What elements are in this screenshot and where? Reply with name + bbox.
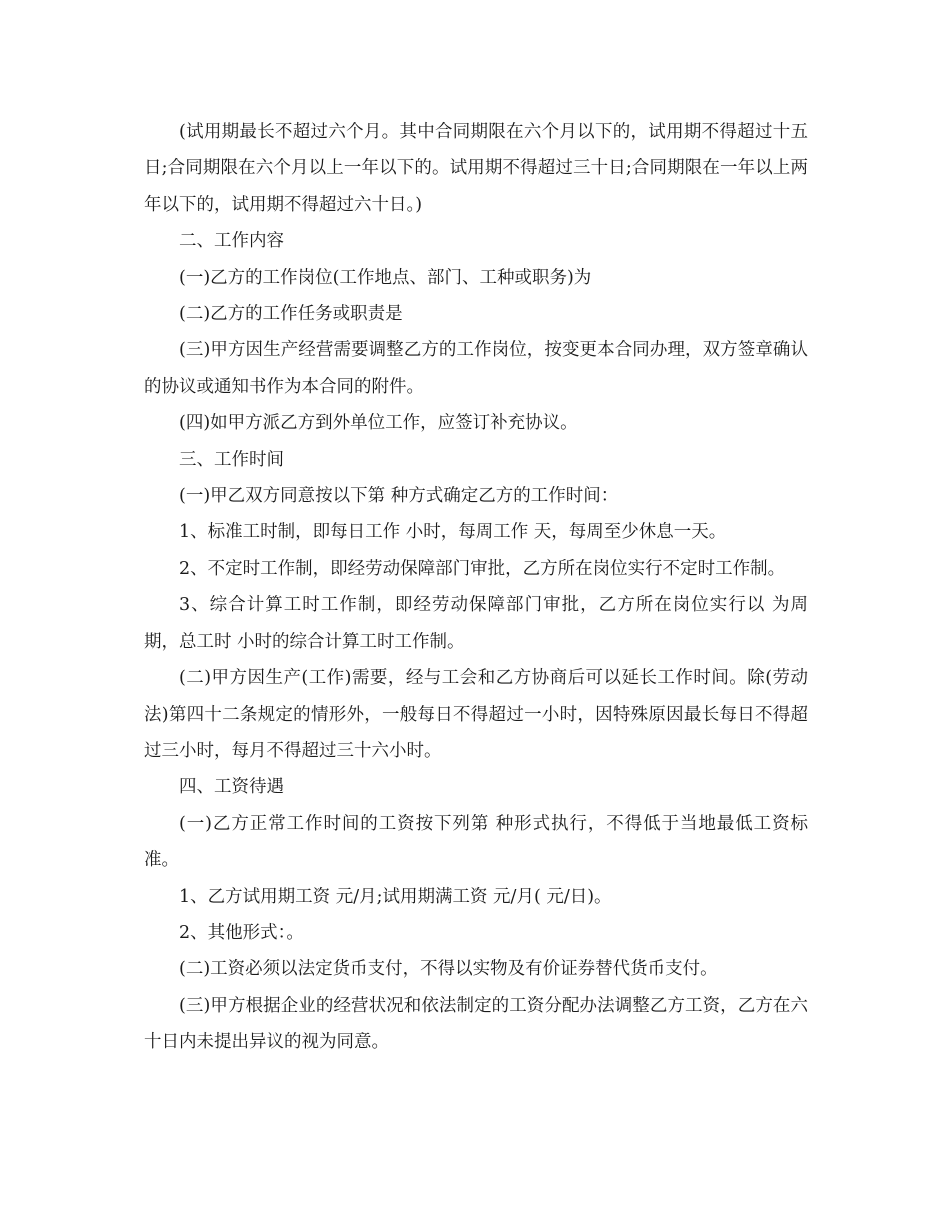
paragraph-position-adjustment: (三)甲方因生产经营需要调整乙方的工作岗位，按变更本合同办理，双方签章确认的协议或通知书作为本合同的附件。 [144, 340, 808, 397]
paragraph-work-duties: (二)乙方的工作任务或职责是 [179, 304, 403, 325]
section-heading-work-hours: 三、工作时间 [179, 449, 284, 470]
section-heading-work-content: 二、工作内容 [179, 231, 284, 252]
paragraph-standard-hours: 1、标准工时制，即每日工作 小时，每周工作 天，每周至少休息一天。 [179, 522, 727, 543]
paragraph-flexible-hours: 2、不定时工作制，即经劳动保障部门审批，乙方所在岗位实行不定时工作制。 [179, 558, 786, 579]
paragraph-probation-note: (试用期最长不超过六个月。其中合同期限在六个月以下的，试用期不得超过十五日;合同期限在六个月以上一年以下的。试用期不得超过三十日;合同期限在一年以上两年以下的，试用期不得超过六十日。) [144, 122, 808, 215]
paragraph-probation-wage: 1、乙方试用期工资 元/月;试用期满工资 元/月( 元/日)。 [179, 886, 612, 907]
paragraph-work-hours-method: (一)甲乙双方同意按以下第 种方式确定乙方的工作时间： [179, 486, 619, 507]
paragraph-overtime: (二)甲方因生产(工作)需要，经与工会和乙方协商后可以延长工作时间。除(劳动法)第四十二条规定的情形外，一般每日不得超过一小时，因特殊原因最长每日不得超过三小时，每月不得超过三十六小时。 [144, 668, 808, 761]
section-heading-wages: 四、工资待遇 [179, 777, 284, 798]
paragraph-external-assignment: (四)如甲方派乙方到外单位工作，应签订补充协议。 [179, 413, 578, 434]
paragraph-work-position: (一)乙方的工作岗位(工作地点、部门、工种或职务)为 [179, 267, 592, 288]
document-body [144, 114, 808, 1061]
paragraph-wage-adjustment: (三)甲方根据企业的经营状况和依法制定的工资分配办法调整乙方工资，乙方在六十日内未提出异议的视为同意。 [144, 995, 808, 1053]
paragraph-other-forms: 2、其他形式：。 [179, 922, 304, 943]
paragraph-legal-currency: (二)工资必须以法定货币支付，不得以实物及有价证券替代货币支付。 [179, 959, 718, 980]
paragraph-comprehensive-hours: 3、综合计算工时工作制，即经劳动保障部门审批，乙方所在岗位实行以 为周期，总工时 小时的综合计算工时工作制。 [144, 595, 808, 652]
paragraph-wage-form: (一)乙方正常工作时间的工资按下列第 种形式执行，不得低于当地最低工资标准。 [144, 813, 808, 871]
